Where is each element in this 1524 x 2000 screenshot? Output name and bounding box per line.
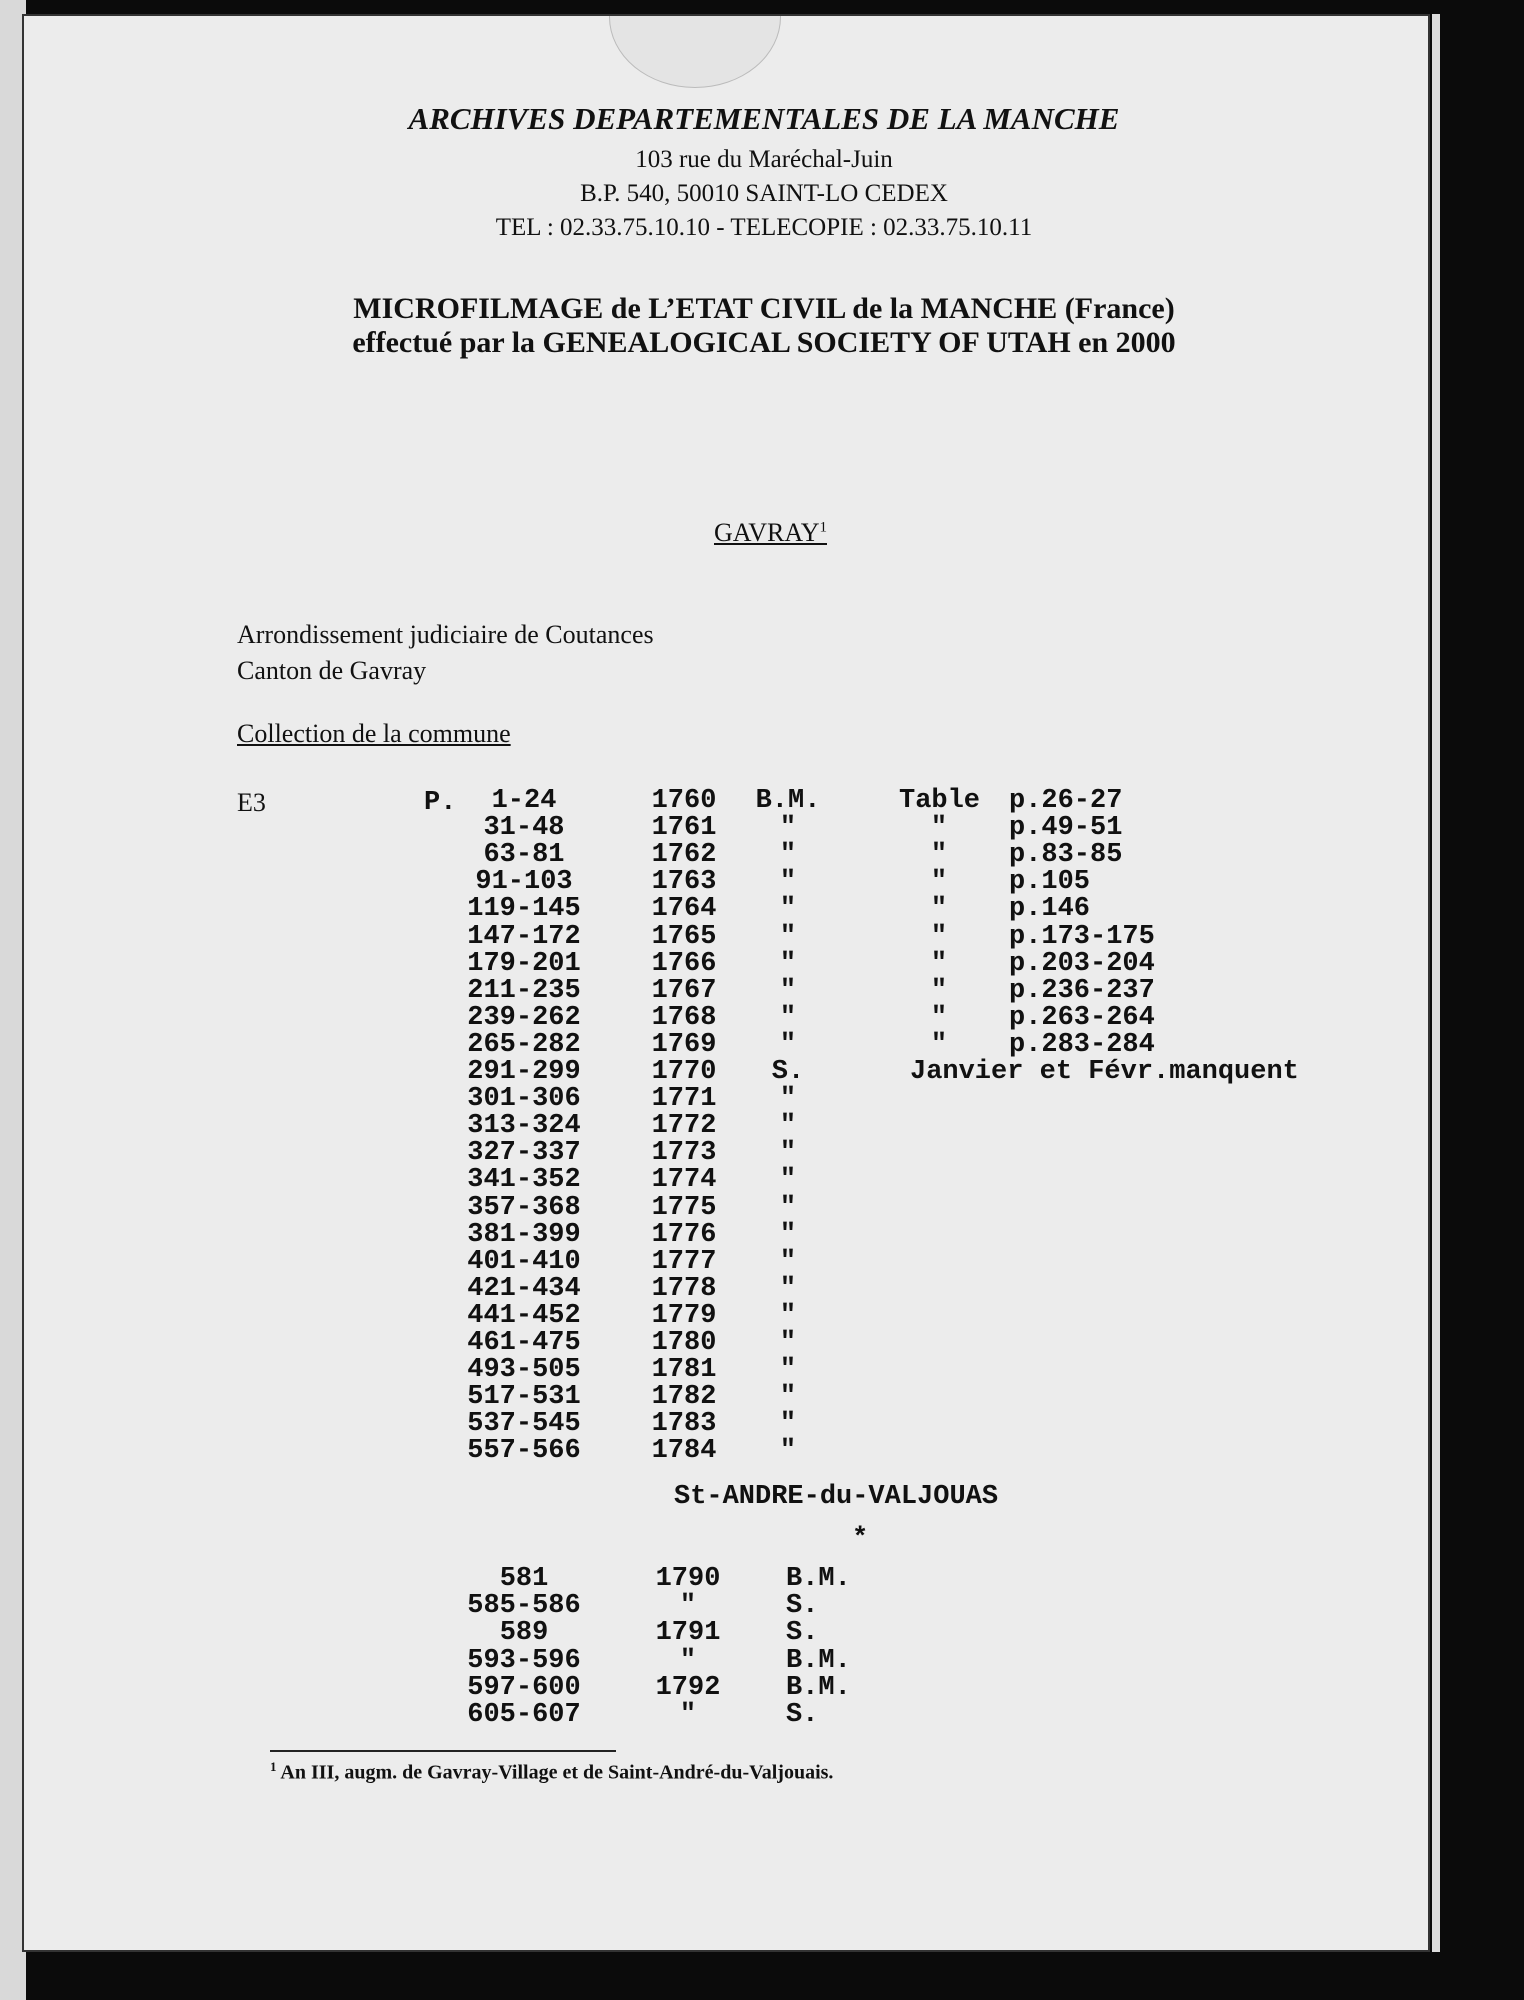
row-year: 1777 <box>651 1247 717 1277</box>
document-title-line1: MICROFILMAGE de L’ETAT CIVIL de la MANCHE (France) <box>353 292 1175 325</box>
collection-label: Collection de la commune <box>237 719 511 748</box>
section-row-type: B.M. <box>786 1564 851 1594</box>
row-pages: 63-81 <box>483 840 565 870</box>
row-year: 1768 <box>651 1003 717 1033</box>
row-type: " <box>779 1409 797 1439</box>
row-table-label: Table <box>899 786 981 816</box>
row-year: 1773 <box>651 1138 717 1168</box>
row-type: " <box>779 1355 797 1385</box>
section-row-pages: 589 <box>499 1618 549 1648</box>
commune-note-marker: 1 <box>819 519 827 536</box>
row-type: " <box>779 1165 797 1195</box>
row-year: 1775 <box>651 1193 717 1223</box>
row-type: " <box>779 1274 797 1304</box>
row-year: 1764 <box>651 894 717 924</box>
footnote-text: An III, augm. de Gavray-Village et de Saint-André-du-Valjouais. <box>280 1761 834 1784</box>
row-table-label: " <box>930 813 948 843</box>
row-table-pages: p.105 <box>1009 867 1091 897</box>
row-pages: 31-48 <box>483 813 565 843</box>
row-type: " <box>779 840 797 870</box>
section-row-type: S. <box>786 1700 819 1730</box>
row-year: 1766 <box>651 949 717 979</box>
row-pages: 461-475 <box>467 1328 581 1358</box>
row-type: " <box>779 1138 797 1168</box>
row-type: " <box>779 1193 797 1223</box>
row-year: 1762 <box>651 840 717 870</box>
row-type: " <box>779 1382 797 1412</box>
sheet-edge <box>1432 14 1440 1952</box>
commune-name-text: GAVRAY <box>714 518 820 547</box>
section-row-type: S. <box>786 1618 819 1648</box>
row-pages: 313-324 <box>467 1111 581 1141</box>
row-table-pages: p.49-51 <box>1009 813 1123 843</box>
institution-name: ARCHIVES DEPARTEMENTALES DE LA MANCHE <box>408 101 1120 136</box>
row-year: 1783 <box>651 1409 717 1439</box>
page-notch <box>609 14 781 88</box>
row-type: " <box>779 976 797 1006</box>
row-pages: 421-434 <box>467 1274 581 1304</box>
institution-address: 103 rue du Maréchal-Juin <box>635 146 893 173</box>
section-title: St-ANDRE-du-VALJOUAS <box>674 1482 999 1512</box>
row-type: " <box>779 894 797 924</box>
row-pages: 441-452 <box>467 1301 581 1331</box>
row-table-label: " <box>930 1003 948 1033</box>
footnote <box>270 1759 833 1785</box>
row-type: " <box>779 1328 797 1358</box>
row-pages: 537-545 <box>467 1409 581 1439</box>
row-year: 1769 <box>651 1030 717 1060</box>
row-year: 1774 <box>651 1165 717 1195</box>
institution-postal: B.P. 540, 50010 SAINT-LO CEDEX <box>580 180 948 207</box>
section-row-year: 1792 <box>655 1673 721 1703</box>
row-table-label: " <box>930 1030 948 1060</box>
section-row-type: B.M. <box>786 1673 851 1703</box>
section-row-pages: 605-607 <box>467 1700 581 1730</box>
row-type: " <box>779 1220 797 1250</box>
row-year: 1767 <box>651 976 717 1006</box>
row-year: 1770 <box>651 1057 717 1087</box>
page-prefix: P. <box>424 788 457 818</box>
row-type: " <box>779 867 797 897</box>
section-row-year: 1791 <box>655 1618 721 1648</box>
row-pages: 1-24 <box>491 786 557 816</box>
row-pages: 291-299 <box>467 1057 581 1087</box>
row-year: 1784 <box>651 1436 717 1466</box>
institution-phone: TEL : 02.33.75.10.10 - TELECOPIE : 02.33.75.10.11 <box>495 214 1033 241</box>
row-type: S. <box>771 1057 805 1087</box>
row-pages: 381-399 <box>467 1220 581 1250</box>
row-year: 1760 <box>651 786 717 816</box>
row-year: 1772 <box>651 1111 717 1141</box>
arrondissement: Arrondissement judiciaire de Coutances <box>237 620 654 649</box>
row-year: 1771 <box>651 1084 717 1114</box>
row-year: 1778 <box>651 1274 717 1304</box>
row-year: 1781 <box>651 1355 717 1385</box>
row-pages: 341-352 <box>467 1165 581 1195</box>
row-table-label: " <box>930 922 948 952</box>
row-table-label: " <box>930 976 948 1006</box>
row-pages: 179-201 <box>467 949 581 979</box>
row-type: B.M. <box>755 786 821 816</box>
row-table-pages: p.146 <box>1009 894 1091 924</box>
row-pages: 493-505 <box>467 1355 581 1385</box>
row-table-pages: p.263-264 <box>1009 1003 1155 1033</box>
row-table-pages: p.283-284 <box>1009 1030 1155 1060</box>
section-row-pages: 593-596 <box>467 1646 581 1676</box>
row-pages: 147-172 <box>467 922 581 952</box>
document-page <box>22 14 1430 1952</box>
row-table-pages: p.203-204 <box>1009 949 1155 979</box>
row-type: " <box>779 949 797 979</box>
row-pages: 357-368 <box>467 1193 581 1223</box>
section-row-type: S. <box>786 1591 819 1621</box>
footnote-rule <box>270 1750 616 1752</box>
section-row-pages: 585-586 <box>467 1591 581 1621</box>
row-type: " <box>779 1030 797 1060</box>
section-row-type: B.M. <box>786 1646 851 1676</box>
row-table-pages: p.83-85 <box>1009 840 1123 870</box>
row-year: 1763 <box>651 867 717 897</box>
row-pages: 301-306 <box>467 1084 581 1114</box>
row-table-pages: p.173-175 <box>1009 922 1155 952</box>
section-row-year: " <box>679 1700 697 1730</box>
section-marker: * <box>852 1524 869 1554</box>
row-year: 1765 <box>651 922 717 952</box>
row-type: " <box>779 1436 797 1466</box>
section-row-pages: 581 <box>499 1564 549 1594</box>
section-row-pages: 597-600 <box>467 1673 581 1703</box>
row-pages: 265-282 <box>467 1030 581 1060</box>
row-year: 1776 <box>651 1220 717 1250</box>
collection-code: E3 <box>237 788 266 817</box>
row-pages: 119-145 <box>467 894 581 924</box>
row-type: " <box>779 1084 797 1114</box>
row-year: 1780 <box>651 1328 717 1358</box>
row-pages: 557-566 <box>467 1436 581 1466</box>
section-row-year: " <box>679 1646 697 1676</box>
row-type: " <box>779 1301 797 1331</box>
row-pages: 91-103 <box>475 867 573 897</box>
row-pages: 211-235 <box>467 976 581 1006</box>
row-table-pages: p.236-237 <box>1009 976 1155 1006</box>
row-type: " <box>779 1247 797 1277</box>
row-year: 1779 <box>651 1301 717 1331</box>
row-table-label: " <box>930 949 948 979</box>
row-year: 1782 <box>651 1382 717 1412</box>
row-pages: 239-262 <box>467 1003 581 1033</box>
row-type: " <box>779 922 797 952</box>
row-type: " <box>779 1003 797 1033</box>
row-pages: 401-410 <box>467 1247 581 1277</box>
section-row-year: 1790 <box>655 1564 721 1594</box>
row-type: " <box>779 1111 797 1141</box>
row-pages: 327-337 <box>467 1138 581 1168</box>
row-table-label: " <box>930 894 948 924</box>
row-note: Janvier et Févr.manquent <box>910 1057 1299 1087</box>
row-table-label: " <box>930 867 948 897</box>
commune-name <box>714 518 827 548</box>
footnote-marker: 1 <box>270 1759 277 1774</box>
canton: Canton de Gavray <box>237 656 427 685</box>
row-type: " <box>779 813 797 843</box>
row-pages: 517-531 <box>467 1382 581 1412</box>
row-table-pages: p.26-27 <box>1009 786 1123 816</box>
section-row-year: " <box>679 1591 697 1621</box>
row-year: 1761 <box>651 813 717 843</box>
row-table-label: " <box>930 840 948 870</box>
document-title-line2: effectué par la GENEALOGICAL SOCIETY OF UTAH en 2000 <box>352 326 1176 359</box>
